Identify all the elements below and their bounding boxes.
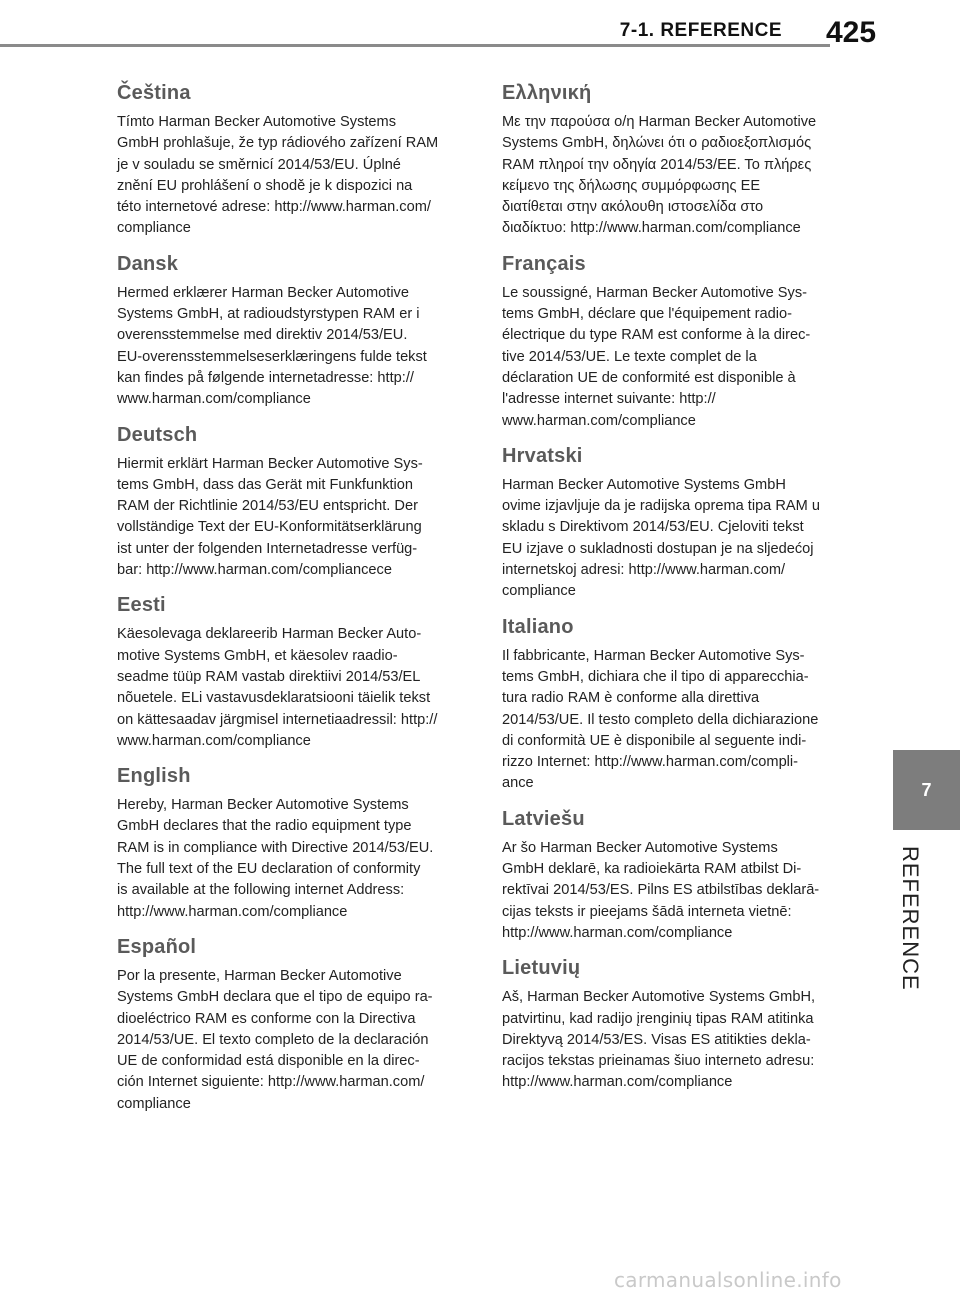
section-heading: Deutsch	[117, 423, 198, 446]
section-francais	[502, 253, 847, 432]
section-heading: Hrvatski	[502, 444, 583, 467]
section-italiano	[502, 616, 847, 795]
right-column	[502, 82, 847, 1128]
section-heading: Français	[502, 252, 586, 275]
section-heading: Ελληνική	[502, 82, 592, 104]
section-espanol	[117, 936, 462, 1115]
section-body: Por la presente, Harman Becker Automotive Systems GmbH declara que el tipo de equipo ra- dioeléctrico RAM es conforme con la Directiva 2014/53/UE. El texto completo de la declaración UE de conformidad está disponible en la direc- ción Internet siguiente: http://www.harman.com/ compliance	[117, 967, 433, 1112]
page-header	[0, 0, 960, 66]
section-ellinika	[502, 82, 847, 240]
section-heading: Eesti	[117, 594, 166, 617]
section-body: Hereby, Harman Becker Automotive Systems GmbH declares that the radio equipment type RAM is in compliance with Directive 2014/53/EU. The full text of the EU declaration of conformity is available at the following internet Address: http://www.harman.com/compliance	[117, 797, 434, 920]
section-body: Le soussigné, Harman Becker Automotive Sys- tems GmbH, déclare que l'équipement radio- électrique du type RAM est conforme à la direc- tive 2014/53/UE. Le texte complet de la déclaration UE de conformité est disponible à l'adresse internet suivante: http:// www.harman.com/compliance	[502, 284, 811, 429]
section-hrvatski	[502, 445, 847, 603]
section-heading: Dansk	[117, 252, 179, 275]
section-body: Käesolevaga deklareerib Harman Becker Auto- motive Systems GmbH, et käesolev raadio- seadme tüüp RAM vastab direktiivi 2014/53/EL nõuetele. ELi vastavusdeklaratsiooni täielik tekst on kättesaadav järgmisel internetiaadressil: http:// www.harman.com/compliance	[117, 626, 438, 749]
section-body: Hiermit erklärt Harman Becker Automotive Sys- tems GmbH, dass das Gerät mit Funkfunktion RAM der Richtlinie 2014/53/EU entspricht. Der vollständige Text der EU-Konformitätserklärung ist unter der folgenden Internetadresse verfüg- bar: http://www.harman.com/compliancece	[117, 455, 423, 579]
section-lietuviu	[502, 957, 847, 1093]
section-english	[117, 765, 462, 923]
section-heading: Lietuvių	[502, 957, 581, 980]
watermark: carmanualsonline.info	[614, 1268, 842, 1292]
section-body: Με την παρούσα ο/η Harman Becker Automotive Systems GmbH, δηλώνει ότι ο ραδιοεξοπλισμός RAM πληροί την οδηγία 2014/53/ΕΕ. Το πλήρες κείμενο της δήλωσης συμμόρφωσης ΕΕ διατίθεται στην ακόλουθη ιστοσελίδα στο διαδίκτυο: http://www.harman.com/compliance	[502, 114, 817, 237]
section-heading: Español	[117, 935, 197, 958]
section-heading: Čeština	[117, 82, 191, 104]
header-rule	[0, 44, 830, 47]
section-dansk	[117, 253, 462, 411]
section-body: Harman Becker Automotive Systems GmbH ovime izjavljuje da je radijska oprema tipa RAM u skladu s Direktivom 2014/53/EU. Cjeloviti tekst EU izjave o sukladnosti dostupan je na sljedećoj internetskoj adresi: http://www.harman.com/ compliance	[502, 476, 820, 600]
chapter-tab: 7	[893, 750, 960, 830]
section-latviesu	[502, 808, 847, 944]
section-heading: Italiano	[502, 615, 574, 638]
section-body: Aš, Harman Becker Automotive Systems GmbH, patvirtinu, kad radijo įrenginių tipas RAM atitinka Direktyvą 2014/53/ES. Visas ES atitikties dekla- racijos tekstas prieinamas šiuo interneto adresu: http://www.harman.com/compliance	[502, 989, 816, 1091]
section-eesti	[117, 594, 462, 752]
section-heading: English	[117, 765, 191, 788]
section-body: Hermed erklærer Harman Becker Automotive Systems GmbH, at radioudstyrstypen RAM er i overensstemmelse med direktiv 2014/53/EU. EU-overensstemmelseserklæringens fulde tekst kan findes på følgende internetadresse: http:// www.harman.com/compliance	[117, 284, 427, 408]
section-body: Ar šo Harman Becker Automotive Systems GmbH deklarē, ka radioiekārta RAM atbilst Di- rektīvai 2014/53/ES. Pilns ES atbilstības deklarā- cijas teksts ir pieejams šādā interneta vietnē: http://www.harman.com/compliance	[502, 839, 820, 941]
chapter-label: REFERENCE	[898, 846, 923, 991]
page-number: 425	[826, 16, 877, 49]
section-body: Tímto Harman Becker Automotive Systems GmbH prohlašuje, že typ rádiového zařízení RAM je v souladu se směrnicí 2014/53/EU. Úplné znění EU prohlášení o shodě je k dispozici na této internetové adrese: http://www.harman.com/ compliance	[117, 114, 439, 237]
section-heading: Latviešu	[502, 807, 585, 830]
section-cestina	[117, 82, 462, 240]
section-body: Il fabbricante, Harman Becker Automotive Sys- tems GmbH, dichiara che il tipo di apparecchia- tura radio RAM è conforme alla direttiva 2014/53/UE. Il testo completo della dichiarazione di conformità UE è disponibile al seguente indi- rizzo Internet: http://www.harman.com/compli- ance	[502, 647, 819, 792]
left-column	[117, 82, 462, 1128]
section-title: 7-1. REFERENCE	[619, 20, 782, 41]
section-deutsch	[117, 424, 462, 582]
content-columns	[117, 82, 847, 1128]
